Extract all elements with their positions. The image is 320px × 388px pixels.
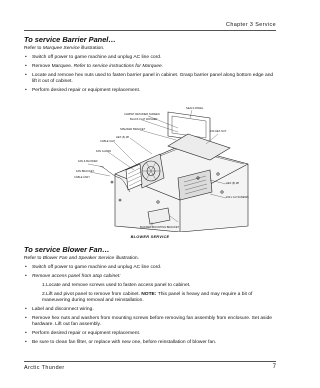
label-hex-nut-3: #10 HEX NUT <box>210 130 227 133</box>
section-title-blower-fan: To service Blower Fan… <box>24 245 110 254</box>
section-title-barrier-panel: To service Barrier Panel… <box>24 35 116 44</box>
label-carpet-retainer: CARPET RETAINER SCREEN <box>124 113 160 116</box>
section2-intro: Refer to Blower Fan and Speaker Service illustration. <box>24 256 140 261</box>
label-fan-guard: FAN GUARD <box>96 150 112 153</box>
section2-bullet-5: • Perform desired repair or equipment replacement. <box>24 331 276 337</box>
section1-intro: Refer to Marquee Service illustration. <box>24 46 105 51</box>
section2-bullet-4: • Remove hex nuts and washers from mounting screws before removing fan assembly from enclosure. Set aside hardware. Lift out fan assembly. <box>24 316 276 329</box>
label-black-flat-washer: BLACK FLAT WASHER <box>130 118 158 121</box>
header-rule <box>24 30 276 31</box>
section2-step-2: 2.Lift and pivot panel to remove from cabinet. NOTE: This panel is heavy and may require a bit of maneuvering during removal and reinstallation. <box>42 292 253 304</box>
footer-rule <box>24 361 276 362</box>
label-cable-assembly: CABLE ASSY <box>74 176 91 179</box>
section1-bullet-1: • Switch off power to game machine and unplug AC line cord. <box>24 55 276 61</box>
page-number: 7 <box>272 364 276 370</box>
label-cable-clip: CABLE CLIP <box>100 140 115 143</box>
label-hex-nut-2: HEX (8) #8 <box>226 182 239 185</box>
label-fan-bracket: FAN BRACKET <box>76 170 95 173</box>
section2-bullet-3: • Label and disconnect wiring. <box>24 307 276 313</box>
section1-bullet-2: • Remove Marquee. Refer to service instructions for Marquee. <box>24 64 276 70</box>
figure-caption: BLOWER SERVICE <box>130 235 170 239</box>
section1-bullet-3: • Locate and remove hex nuts used to fasten barrier panel in cabinet. Grasp barrier panel along bottom edge and lift it out of cabinet. <box>24 73 276 86</box>
label-blower-bracket: BLOWER MOUNTING BRACKET <box>140 226 180 229</box>
label-fan-cover: FAN & BLOWER <box>78 160 98 163</box>
section2-bullet-6: • Be sure to clean fan filter, or replace with new one, before reinstallation of blower fan. <box>24 340 276 346</box>
label-speaker-grille: SPEAKER BRACKET <box>120 128 146 131</box>
footer-title: Arctic Thunder <box>24 365 65 371</box>
chapter-header: Chapter 3 Service <box>226 22 276 28</box>
section1-bullet-4: • Perform desired repair or equipment replacement. <box>24 88 276 94</box>
blower-service-diagram <box>60 104 260 232</box>
section2-step-1: 1.Locate and remove screws used to fasten access panel to cabinet. <box>42 283 191 288</box>
section2-bullet-1: • Switch off power to game machine and unplug AC line cord. <box>24 265 276 271</box>
label-screw: #10 x 1/2 SCREWS <box>226 196 249 199</box>
label-hex-nut-1: HEX (6) #8 <box>116 136 129 139</box>
section2-bullet-2: • Remove access panel from atop cabinet: <box>24 274 276 280</box>
label-seal-panel: SEALS PANEL <box>186 107 204 110</box>
